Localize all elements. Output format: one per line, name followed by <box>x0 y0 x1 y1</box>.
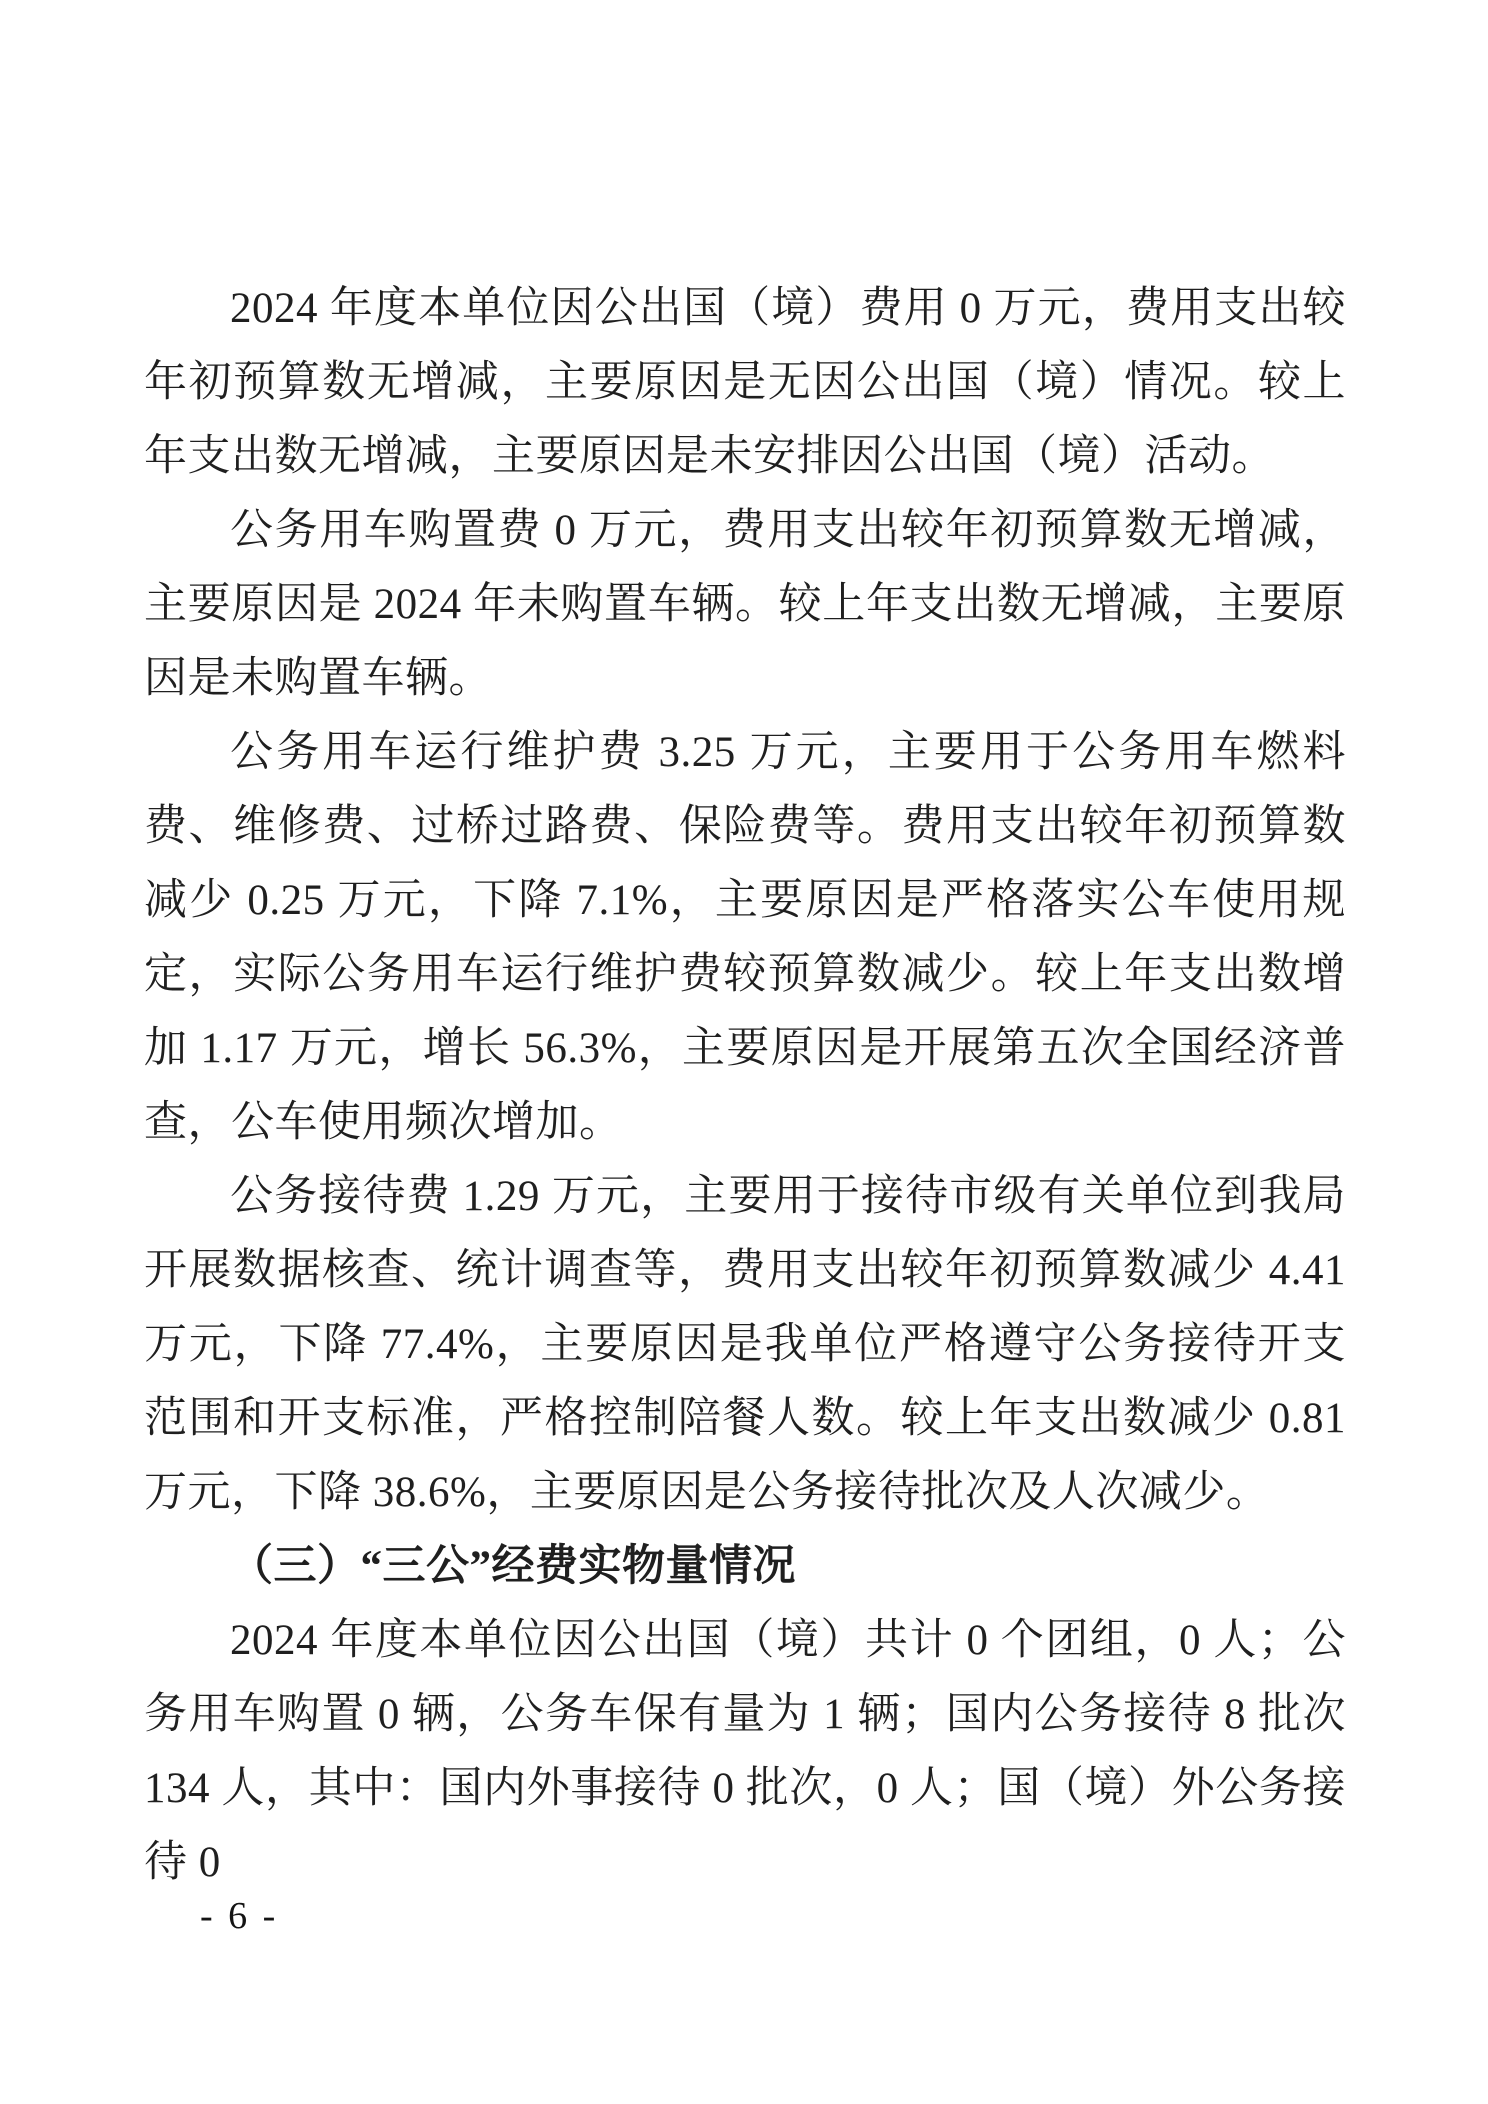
paragraph-vehicle-maintenance: 公务用车运行维护费 3.25 万元，主要用于公务用车燃料费、维修费、过桥过路费、保险费等。费用支出较年初预算数减少 0.25 万元，下降 7.1%，主要原因是严格落实公车使用规定，实际公务用车运行维护费较预算数减少。较上年支出数增加 1.17 万元，增长 56.3%，主要原因是开展第五次全国经济普查，公车使用频次增加。 <box>144 729 1346 1146</box>
paragraph-vehicle-purchase: 公务用车购置费 0 万元，费用支出较年初预算数无增减，主要原因是 2024 年未购置车辆。较上年支出数无增减，主要原因是未购置车辆。 <box>144 507 1346 702</box>
paragraph-official-reception: 公务接待费 1.29 万元，主要用于接待市级有关单位到我局开展数据核查、统计调查等，费用支出较年初预算数减少 4.41 万元，下降 77.4%，主要原因是我单位严格遵守公务接待开支范围和开支标准，严格控制陪餐人数。较上年支出数减少 0.81 万元，下降 38.6%，主要原因是公务接待批次及人次减少。 <box>144 1173 1346 1516</box>
document-text-block <box>144 272 1346 1900</box>
paragraph-overseas-expense: 2024 年度本单位因公出国（境）费用 0 万元，费用支出较年初预算数无增减，主要原因是无因公出国（境）情况。较上年支出数无增减，主要原因是未安排因公出国（境）活动。 <box>144 285 1346 480</box>
page-number: - 6 - <box>200 1895 279 1937</box>
section-heading-three-public-expenses: （三）“三公”经费实物量情况 <box>230 1543 796 1590</box>
paragraph-physical-quantity: 2024 年度本单位因公出国（境）共计 0 个团组，0 人；公务用车购置 0 辆，公务车保有量为 1 辆；国内公务接待 8 批次 134 人，其中：国内外事接待 0 批次，0 人；国（境）外公务接待 0 <box>144 1617 1346 1886</box>
